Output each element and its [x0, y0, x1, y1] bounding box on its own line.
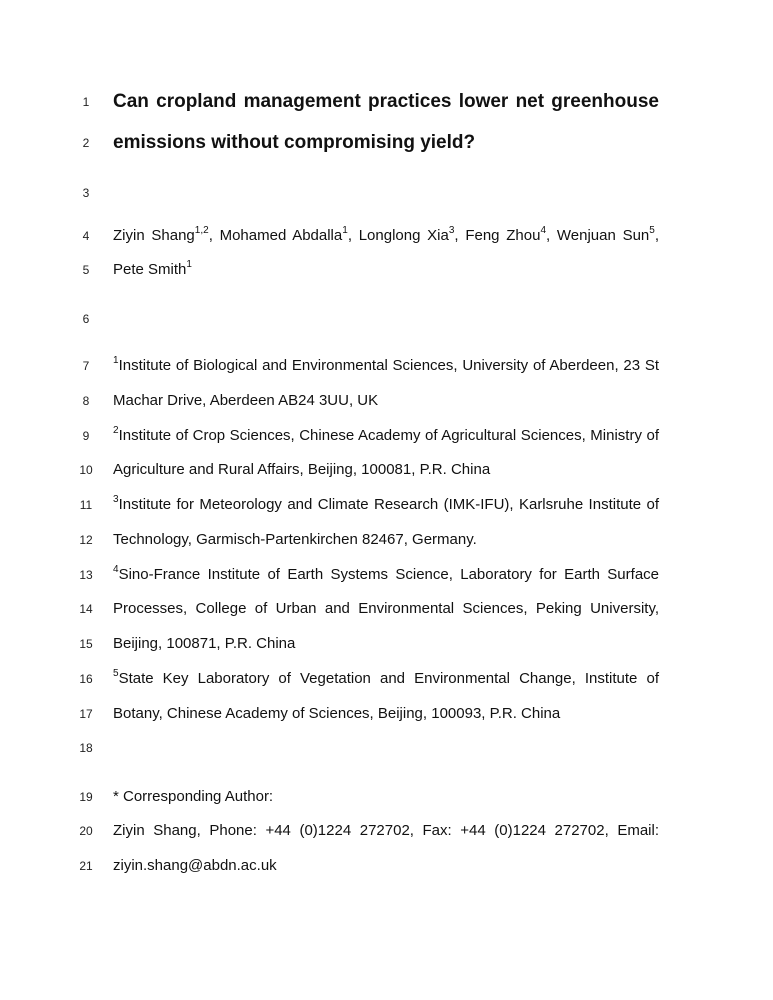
manuscript-line [0, 390, 773, 412]
line-number: 12 [79, 533, 93, 547]
line-number: 17 [79, 707, 93, 721]
author-list-line-2 [113, 259, 659, 281]
manuscript-line [0, 182, 773, 204]
affiliation-3-line-1 [113, 494, 659, 516]
affiliation-mark: 4 [113, 564, 119, 575]
affiliation-text: Sino-France Institute of Earth Systems Science, Laboratory for Earth Surface [118, 566, 659, 583]
author-separator: , [347, 227, 359, 244]
affiliation-3-line-2: Technology, Garmisch-Partenkirchen 82467, Germany. [113, 531, 477, 548]
author-name: Mohamed Abdalla [219, 227, 343, 244]
affiliation-mark: 3 [113, 494, 119, 505]
affiliation-2-line-1 [113, 425, 659, 447]
line-number: 8 [82, 394, 90, 408]
manuscript-line [0, 132, 773, 154]
line-number: 9 [82, 429, 90, 443]
affiliation-text: State Key Laboratory of Vegetation and Environmental Change, Institute of [118, 670, 659, 687]
affiliation-text: Institute of Biological and Environmental Sciences, University of Aberdeen, 23 St [118, 357, 659, 374]
corresponding-author-email[interactable]: ziyin.shang@abdn.ac.uk [113, 857, 277, 874]
affiliation-mark: 2 [113, 425, 119, 436]
author-name: Longlong Xia [358, 227, 449, 244]
manuscript-line [0, 494, 773, 516]
manuscript-line [0, 225, 773, 247]
manuscript-line [0, 703, 773, 725]
affiliation-mark: 1 [113, 355, 119, 366]
manuscript-line [0, 668, 773, 690]
manuscript-line [0, 259, 773, 281]
line-number: 7 [82, 359, 90, 373]
line-number: 5 [82, 263, 90, 277]
manuscript-line [0, 820, 773, 842]
manuscript-line [0, 564, 773, 586]
manuscript-line [0, 459, 773, 481]
line-number: 13 [79, 568, 93, 582]
author-name: Ziyin Shang [113, 227, 195, 244]
manuscript-line [0, 633, 773, 655]
author-affiliation-mark: 1,2 [194, 225, 209, 236]
author-name: Pete Smith [113, 261, 187, 278]
affiliation-4-line-1 [113, 564, 659, 586]
manuscript-line [0, 308, 773, 330]
author-list-line-1 [113, 225, 659, 247]
line-number: 4 [82, 229, 90, 243]
line-number: 14 [79, 602, 93, 616]
line-number: 10 [79, 463, 93, 477]
affiliation-4-line-3: Beijing, 100871, P.R. China [113, 635, 296, 652]
manuscript-line [0, 91, 773, 113]
manuscript-line [0, 529, 773, 551]
line-number: 11 [79, 498, 93, 512]
author-separator: , [208, 227, 220, 244]
line-number: 20 [79, 824, 93, 838]
affiliation-1-line-2: Machar Drive, Aberdeen AB24 3UU, UK [113, 392, 379, 409]
manuscript-line [0, 355, 773, 377]
line-number: 18 [79, 741, 93, 755]
author-affiliation-mark: 1 [186, 259, 192, 270]
author-separator: , [654, 227, 659, 244]
corresponding-author-contact: Ziyin Shang, Phone: +44 (0)1224 272702, Fax: +44 (0)1224 272702, Email: [113, 822, 659, 839]
line-number: 1 [82, 95, 90, 109]
affiliation-5-line-1 [113, 668, 659, 690]
affiliation-text: Institute for Meteorology and Climate Research (IMK-IFU), Karlsruhe Institute of [118, 496, 659, 513]
affiliation-2-line-2: Agriculture and Rural Affairs, Beijing, 100081, P.R. China [113, 461, 491, 478]
manuscript-line [0, 737, 773, 759]
affiliation-1-line-1 [113, 355, 659, 377]
line-number: 2 [82, 136, 90, 150]
author-affiliation-mark: 1 [342, 225, 348, 236]
corresponding-author-heading: * Corresponding Author: [113, 788, 274, 805]
manuscript-line [0, 855, 773, 877]
author-separator: , [546, 227, 557, 244]
author-separator: , [454, 227, 466, 244]
line-number: 16 [79, 672, 93, 686]
manuscript-line [0, 598, 773, 620]
author-name: Wenjuan Sun [556, 227, 650, 244]
affiliation-5-line-2: Botany, Chinese Academy of Sciences, Beijing, 100093, P.R. China [113, 705, 561, 722]
affiliation-4-line-2: Processes, College of Urban and Environmental Sciences, Peking University, [113, 600, 659, 617]
title-line-2: emissions without compromising yield? [113, 132, 476, 153]
title-line-1: Can cropland management practices lower net greenhouse [113, 91, 659, 112]
author-affiliation-mark: 3 [448, 225, 455, 236]
line-number: 21 [79, 859, 93, 873]
author-affiliation-mark: 4 [540, 225, 546, 236]
manuscript-line [0, 786, 773, 808]
manuscript-line [0, 425, 773, 447]
line-number: 6 [82, 312, 90, 326]
affiliation-text: Institute of Crop Sciences, Chinese Academy of Agricultural Sciences, Ministry of [118, 427, 659, 444]
line-number: 19 [79, 790, 93, 804]
line-number: 3 [82, 186, 90, 200]
line-number: 15 [79, 637, 93, 651]
author-affiliation-mark: 5 [649, 225, 655, 236]
affiliation-mark: 5 [113, 668, 119, 679]
author-name: Feng Zhou [465, 227, 541, 244]
